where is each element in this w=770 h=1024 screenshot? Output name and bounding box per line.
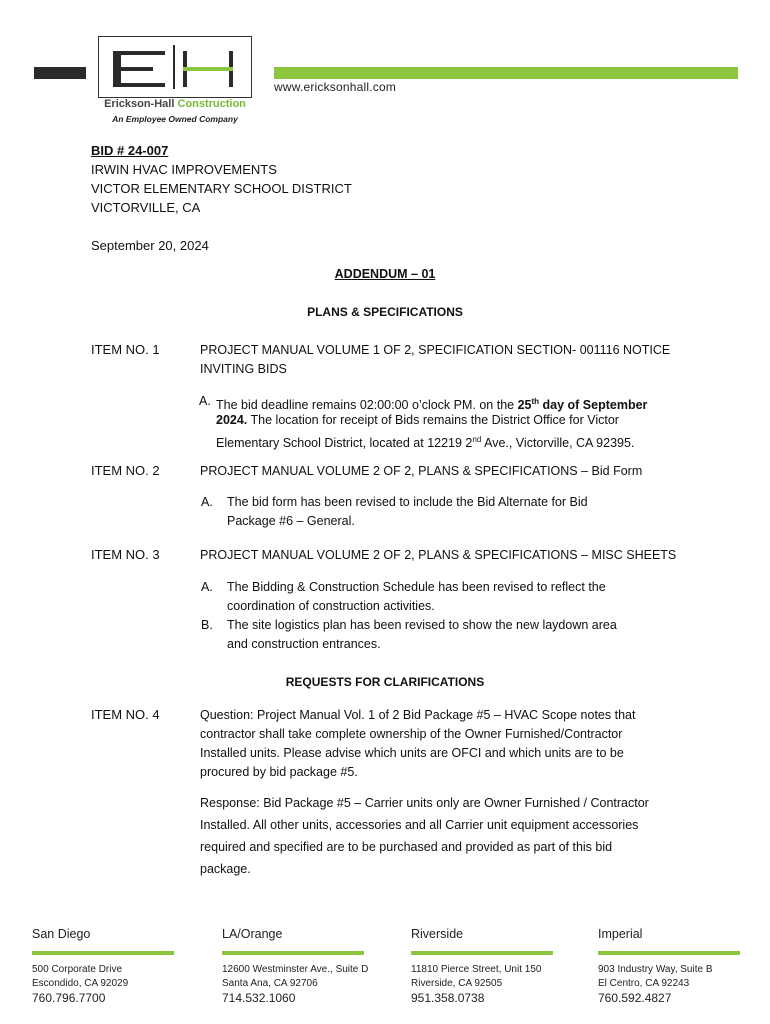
item-4-question-line4: procured by bid package #5. bbox=[200, 765, 358, 779]
item-1-label: ITEM NO. 1 bbox=[91, 342, 160, 357]
footer-office-imperial bbox=[598, 927, 642, 941]
office-address-line2: Riverside, CA 92505 bbox=[411, 978, 503, 989]
footer-address-imperial bbox=[598, 963, 713, 1005]
office-phone: 760.796.7700 bbox=[32, 991, 106, 1005]
header-dark-block bbox=[34, 67, 86, 79]
project-name: IRWIN HVAC IMPROVEMENTS bbox=[91, 162, 277, 177]
office-city: LA/Orange bbox=[222, 927, 283, 941]
item-3-b-line2: and construction entrances. bbox=[227, 637, 381, 651]
office-address-line1: 500 Corporate Drive bbox=[32, 964, 123, 975]
office-city: Riverside bbox=[411, 927, 464, 941]
office-phone: 951.358.0738 bbox=[411, 991, 485, 1005]
company-name-part1: Erickson-Hall bbox=[104, 98, 178, 110]
item-4-question-line3: Installed units. Please advise which units are OFCI and which units are to be bbox=[200, 746, 624, 760]
footer-divider bbox=[222, 951, 364, 955]
office-city: Imperial bbox=[598, 927, 643, 941]
item-4-question-line1: Question: Project Manual Vol. 1 of 2 Bid Package #5 – HVAC Scope notes that bbox=[200, 708, 636, 722]
footer-divider bbox=[598, 951, 740, 955]
footer-office-la-orange bbox=[222, 927, 282, 941]
footer-office-san-diego bbox=[32, 927, 90, 941]
school-district: VICTOR ELEMENTARY SCHOOL DISTRICT bbox=[91, 181, 352, 196]
item-2-a-line2: Package #6 – General. bbox=[227, 514, 355, 528]
office-city: San Diego bbox=[32, 927, 91, 941]
section-plans-specifications: PLANS & SPECIFICATIONS bbox=[307, 305, 463, 319]
footer-divider bbox=[32, 951, 174, 955]
document-date: September 20, 2024 bbox=[91, 238, 209, 253]
city: VICTORVILLE, CA bbox=[91, 200, 201, 215]
office-address-line1: 12600 Westminster Ave., Suite D bbox=[222, 964, 369, 975]
company-name-part2: Construction bbox=[177, 98, 246, 110]
company-name bbox=[98, 98, 252, 110]
item-1-a-nd: nd bbox=[472, 435, 482, 444]
item-1-a-text3: Elementary School District, located at 12219 2 bbox=[216, 436, 473, 451]
item-1-a-line2 bbox=[216, 411, 619, 430]
bid-number: BID # 24-007 bbox=[91, 143, 169, 158]
company-tagline: An Employee Owned Company bbox=[112, 114, 238, 124]
item-2-a-marker: A. bbox=[201, 495, 213, 509]
item-1-title-line2: INVITING BIDS bbox=[200, 362, 287, 376]
item-1-a-line3 bbox=[216, 430, 634, 453]
eh-logo-icon bbox=[99, 37, 251, 97]
office-phone: 760.592.4827 bbox=[598, 991, 672, 1005]
item-3-a-line2: coordination of construction activities. bbox=[227, 599, 435, 613]
item-3-a-marker: A. bbox=[201, 580, 213, 594]
office-phone: 714.532.1060 bbox=[222, 991, 296, 1005]
footer-office-riverside bbox=[411, 927, 463, 941]
item-1-a-marker: A. bbox=[199, 394, 211, 408]
item-4-response-line2: Installed. All other units, accessories and all Carrier unit equipment accessories bbox=[200, 818, 639, 832]
office-address-line1: 903 Industry Way, Suite B bbox=[598, 964, 713, 975]
footer-address-la-orange bbox=[222, 963, 368, 1005]
item-1-a-text2: The location for receipt of Bids remains the District Office for Victor bbox=[247, 413, 619, 427]
addendum-title: ADDENDUM – 01 bbox=[334, 267, 436, 281]
item-1-title-line1: PROJECT MANUAL VOLUME 1 OF 2, SPECIFICATION SECTION- 001116 NOTICE bbox=[200, 343, 671, 357]
footer-divider bbox=[411, 951, 553, 955]
item-1-a-month: day of September bbox=[539, 398, 648, 413]
item-2-label: ITEM NO. 2 bbox=[91, 463, 160, 478]
item-3-title: PROJECT MANUAL VOLUME 2 OF 2, PLANS & SPECIFICATIONS – MISC SHEETS bbox=[200, 548, 677, 562]
footer-address-san-diego bbox=[32, 963, 128, 1005]
item-1-a-text4: Ave., Victorville, CA 92395. bbox=[481, 436, 635, 451]
item-4-response-line4: package. bbox=[200, 862, 251, 876]
item-3-b-marker: B. bbox=[201, 618, 213, 632]
item-1-a-ordinal: th bbox=[531, 397, 540, 406]
item-4-label: ITEM NO. 4 bbox=[91, 707, 160, 722]
item-1-a-year: 2024. bbox=[216, 413, 248, 427]
office-address-line2: El Centro, CA 92243 bbox=[598, 978, 690, 989]
section-requests-for-clarifications: REQUESTS FOR CLARIFICATIONS bbox=[285, 675, 485, 689]
website-link[interactable]: www.ericksonhall.com bbox=[274, 80, 397, 94]
item-4-response-line1: Response: Bid Package #5 – Carrier units only are Owner Furnished / Contractor bbox=[200, 796, 649, 810]
item-1-a-day: 25 bbox=[517, 398, 532, 413]
office-address-line1: 11810 Pierce Street, Unit 150 bbox=[411, 964, 542, 975]
item-3-label: ITEM NO. 3 bbox=[91, 547, 160, 562]
item-4-response-line3: required and specified are to be purchased and provided as part of this bid bbox=[200, 840, 613, 854]
footer-address-riverside bbox=[411, 963, 541, 1005]
item-3-b-line1: The site logistics plan has been revised to show the new laydown area bbox=[227, 618, 617, 632]
item-2-a-line1: The bid form has been revised to include the Bid Alternate for Bid bbox=[227, 495, 588, 509]
item-3-a-line1: The Bidding & Construction Schedule has been revised to reflect the bbox=[227, 580, 606, 594]
company-logo bbox=[98, 36, 252, 98]
office-address-line2: Santa Ana, CA 92706 bbox=[222, 978, 318, 989]
item-1-a-text1: The bid deadline remains 02:00:00 o’clock PM. on the bbox=[216, 398, 518, 413]
header-green-bar bbox=[274, 67, 738, 79]
office-address-line2: Escondido, CA 92029 bbox=[32, 978, 129, 989]
item-2-title: PROJECT MANUAL VOLUME 2 OF 2, PLANS & SPECIFICATIONS – Bid Form bbox=[200, 464, 643, 478]
item-4-question-line2: contractor shall take complete ownership of the Owner Furnished/Contractor bbox=[200, 727, 623, 741]
